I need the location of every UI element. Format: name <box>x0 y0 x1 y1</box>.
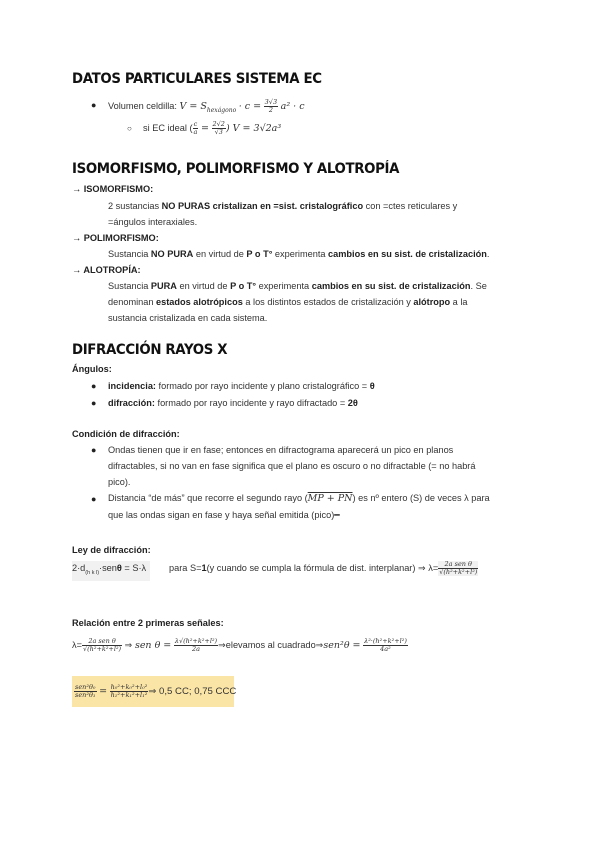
ley-heading: Ley de difracción: <box>72 545 151 555</box>
bullet-dot: ● <box>91 445 97 455</box>
volume-fraction: $\frac{3√3}{2}$ <box>264 98 278 114</box>
volume-formula-sub: hexágono <box>206 106 237 114</box>
polimorfismo-heading: → POLIMORFISMO: <box>72 233 159 243</box>
condicion-1-line-1: Ondas tienen que ir en fase; entonces en difractograma aparecerá un pico en planos <box>108 445 454 455</box>
relacion-fraction-3: $\frac{\text{λ²·(h²+k²+l²)}}{\text{4a²}}$ <box>364 637 407 653</box>
ideal-label: si EC ideal ( <box>143 122 193 133</box>
bullet-circle: ○ <box>127 124 132 133</box>
final-fraction-1: $\frac{\text{sen²θ₀}}{\text{sen²θ₁}}$ <box>75 683 96 699</box>
final-formula: $\frac{\text{sen²θ₀}}{\text{sen²θ₁}}$ = $\frac{\text{h₀²+k₀²+l₀²}}{\text{h₁²+k₁²+l₁²}}$ ⇒ 0,5 CC; 0,75 CCC <box>75 683 237 699</box>
volume-formula-a: V = S <box>179 100 207 112</box>
difraccion-line: difracción: formado por rayo incidente y rayo difractado = 2θ <box>108 398 358 408</box>
condicion-2-line-1: Distancia “de más” que recorre el segundo rayo (MP + PN) es nº entero (S) de veces λ para <box>108 493 490 504</box>
bullet-dot: ● <box>91 381 97 391</box>
condicion-1-line-3: pico). <box>108 477 131 487</box>
bullet-dot: ● <box>91 398 97 408</box>
section-title-ec: DATOS PARTICULARES SISTEMA EC <box>72 71 322 87</box>
relacion-heading: Relación entre 2 primeras señales: <box>72 618 224 628</box>
isomorfismo-heading: → ISOMORFISMO: <box>72 184 154 194</box>
ley-fraction: $\frac{\text{2a sen θ}}{\text{√(h²+k²+l²)}}$ <box>439 560 478 576</box>
condicion-2-line-2: que las ondas sigan en fase y haya señal emitida (pico)━ <box>108 510 340 520</box>
ley-text: para S=1(y cuando se cumpla la fórmula de dist. interplanar) ⇒ λ= $\frac{\text{2a sen θ}}{\text{√(h²+k²+l²)}}$ <box>169 560 478 576</box>
alotropia-line-2: denominan estados alotrópicos a los distintos estados de cristalización y alótropo a la <box>108 297 468 307</box>
bullet-dot: ● <box>91 100 97 110</box>
relacion-fraction-2: $\frac{\text{λ√(h²+k²+l²)}}{2a}$ <box>174 637 218 653</box>
alotropia-heading: → ALOTROPÍA: <box>72 265 141 275</box>
condicion-heading: Condición de difracción: <box>72 429 180 439</box>
bullet-dot: ● <box>91 494 97 504</box>
polimorfismo-line: Sustancia NO PURA en virtud de P o T° experimenta cambios en su sist. de cristalización. <box>108 249 490 259</box>
isomorfismo-line-2: =ángulos interaxiales. <box>108 217 198 227</box>
section-title-difraccion: DIFRACCIÓN RAYOS X <box>72 342 228 358</box>
volume-formula-c: a² · c <box>280 100 305 112</box>
ideal-ec-line <box>143 121 281 136</box>
condicion-1-line-2: difractables, si no van en fase significa que el plano es oscuro o no difractable (= no habrá <box>108 461 476 471</box>
ideal-fraction-2: $\frac{2√2}{√3}$ <box>212 120 225 136</box>
relacion-formula: λ= $\frac{\text{2a sen θ}}{\text{√(h²+k²+l²)}}$ ⇒ sen θ = $\frac{\text{λ√(h²+k²+l²)}}{2a}$ ⇒elevamos al cuadrado⇒sen²θ = $\frac{\text{λ²·(h²+k²+l²)}}{\text{4a²}}$ <box>72 637 407 653</box>
incidencia-line: incidencia: formado por rayo incidente y plano cristalográfico = θ <box>108 381 375 391</box>
alotropia-line-3: sustancia cristalizada en cada sistema. <box>108 313 268 323</box>
ideal-formula: ) V = 3√2a³ <box>225 122 282 134</box>
angulos-heading: Ángulos: <box>72 364 112 374</box>
final-fraction-2: $\frac{\text{h₀²+k₀²+l₀²}}{\text{h₁²+k₁²+l₁²}}$ <box>110 683 148 699</box>
ley-formula: $2\cdot d_{(h k l)}\cdot sen\theta = S\cdot\lambda$ <box>72 561 150 581</box>
isomorfismo-line-1: 2 sustancias NO PURAS cristalizan en =sist. cristalográfico con =ctes reticulares y <box>108 201 458 211</box>
relacion-fraction-1: $\frac{\text{2a sen θ}}{\text{√(h²+k²+l²)}}$ <box>82 637 122 653</box>
volume-label: Volumen celdilla: <box>108 100 177 111</box>
section-title-isomorfismo: ISOMORFISMO, POLIMORFISMO Y ALOTROPÍA <box>72 161 400 177</box>
ideal-fraction-1: $\frac{c}{a}$ <box>193 120 198 136</box>
volume-formula-b: · c = <box>238 100 262 112</box>
ideal-equals: = <box>200 122 209 134</box>
volume-line <box>108 99 305 117</box>
alotropia-line-1: Sustancia PURA en virtud de P o T° experimenta cambios en su sist. de cristalización. Se <box>108 281 487 291</box>
